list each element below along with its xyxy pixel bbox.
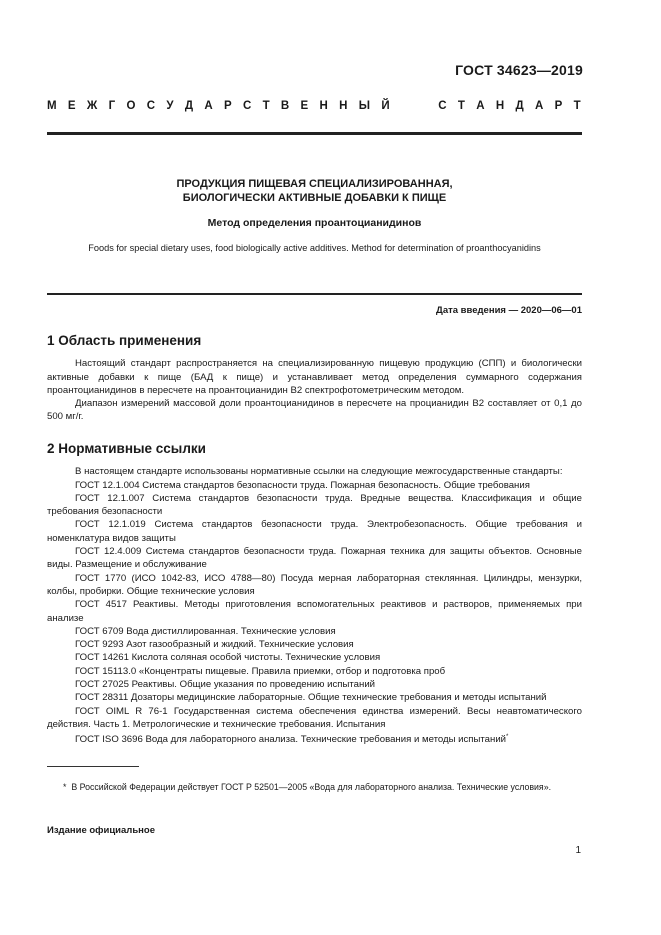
reference-item <box>47 691 582 704</box>
introduction-date: Дата введения — 2020—06—01 <box>436 305 582 316</box>
reference-item <box>47 572 582 599</box>
reference-text: ГОСТ 12.1.007 Система стандартов безопасности труда. Вредные вещества. Классификация и общие требования безопасности <box>47 492 582 518</box>
reference-text: ГОСТ 9293 Азот газообразный и жидкий. Технические условия <box>75 639 354 651</box>
reference-text: ГОСТ 12.1.004 Система стандартов безопасности труда. Пожарная безопасность. Общие требования <box>75 479 530 491</box>
section-2 <box>47 442 582 747</box>
header-rule <box>47 132 582 135</box>
method-title: Метод определения проантоцианидинов <box>207 217 422 229</box>
heading-letter: Н <box>319 100 328 112</box>
reference-item <box>47 479 582 492</box>
heading-letter: Д <box>515 100 524 112</box>
english-title: Foods for special dietary uses, food biologically active additives. Method for determination of proanthocyanidins <box>88 243 541 253</box>
section-2-intro: В настоящем стандарте использованы нормативные ссылки на следующие межгосударственные стандарты: <box>75 466 563 478</box>
interstate-standard-heading <box>47 100 581 112</box>
heading-letter: С <box>438 100 447 112</box>
gost-code: ГОСТ 34623—2019 <box>455 62 583 78</box>
heading-letter: Д <box>184 100 194 112</box>
reference-item <box>47 638 582 651</box>
title-rule <box>47 293 582 295</box>
heading-letter: Р <box>554 100 563 112</box>
reference-text: ГОСТ 27025 Реактивы. Общие указания по проведению испытаний <box>75 679 376 691</box>
reference-text: ГОСТ 12.1.019 Система стандартов безопасности труда. Электробезопасность. Общие требования и номенклатура видов защиты <box>47 519 582 544</box>
reference-text: ГОСТ ISO 3696 Вода для лабораторного анализа. Технические требования и методы испытаний <box>75 734 507 746</box>
footnote-reference-mark: * <box>506 734 509 741</box>
footnote-mark: * <box>63 782 67 792</box>
heading-letter: Т <box>457 100 465 112</box>
reference-item <box>47 625 582 638</box>
reference-text: ГОСТ 6709 Вода дистиллированная. Технические условия <box>75 625 336 637</box>
heading-letter: А <box>204 100 213 112</box>
heading-letter: Е <box>67 100 76 112</box>
reference-item <box>47 598 582 625</box>
section-1-paragraph: Настоящий стандарт распространяется на специализированную пищевую продукцию (СПП) и биологически активные добавки к пище (БАД к пище) и устанавливает метод определения суммарного содержания проантоцианидинов в пересчете на проантоцианидин В2 спектрофотометрическим методом. <box>47 358 582 396</box>
reference-item <box>47 518 582 545</box>
reference-text: ГОСТ 15113.0 «Концентраты пищевые. Правила приемки, отбор и подготовка проб <box>75 665 446 677</box>
footnote-text: В Российской Федерации действует ГОСТ Р 52501—2005 «Вода для лабораторного анализа. Технические условия». <box>71 782 552 792</box>
heading-letter: В <box>280 100 290 112</box>
section-1 <box>47 334 582 424</box>
heading-letter: Н <box>495 100 505 112</box>
heading-letter: О <box>126 100 136 112</box>
reference-text: ГОСТ 1770 (ИСО 1042-83, ИСО 4788—80) Посуда мерная лабораторная стеклянная. Цилиндры, мензурки, колбы, пробирки. Общие технические условия <box>47 572 582 597</box>
reference-item <box>47 492 582 519</box>
heading-letter: Ы <box>358 100 371 112</box>
heading-letter: У <box>166 100 174 112</box>
page-number: 1 <box>575 845 581 856</box>
heading-letter: А <box>534 100 544 112</box>
heading-letter: Г <box>108 100 116 112</box>
heading-letter: Т <box>262 100 270 112</box>
reference-item <box>47 545 582 572</box>
reference-item <box>47 665 582 678</box>
title-line-2: БИОЛОГИЧЕСКИ АКТИВНЫЕ ДОБАВКИ К ПИЩЕ <box>182 192 447 204</box>
reference-item <box>47 651 582 664</box>
reference-item <box>47 705 582 732</box>
heading-letter: Т <box>573 100 581 112</box>
official-edition-label: Издание официальное <box>47 825 155 836</box>
heading-letter: Ж <box>86 100 98 112</box>
heading-letter: Н <box>339 100 348 112</box>
reference-text: ГОСТ 12.4.009 Система стандартов безопасности труда. Пожарная техника для защиты объектов. Основные виды. Размещение и обслуживание <box>47 546 582 571</box>
reference-item <box>47 678 582 691</box>
heading-letter: Й <box>381 100 390 112</box>
references-list <box>47 479 582 747</box>
section-1-paragraph: Диапазон измерений массовой доли проантоцианидинов в пересчете на процианидин В2 составляет от 0,1 до 500 мг/г. <box>47 398 582 423</box>
heading-letter: Р <box>223 100 232 112</box>
word-gap <box>401 100 427 112</box>
heading-letter: А <box>476 100 485 112</box>
document-title <box>47 177 582 205</box>
section-2-heading: 2 Нормативные ссылки <box>47 441 206 456</box>
footnote-rule <box>47 766 139 767</box>
reference-text: ГОСТ 4517 Реактивы. Методы приготовления вспомогательных реактивов и растворов, применяемых при анализе <box>47 599 582 624</box>
reference-text: ГОСТ 14261 Кислота соляная особой чистоты. Технические условия <box>75 652 381 664</box>
heading-letter: Е <box>300 100 309 112</box>
section-1-heading: 1 Область применения <box>47 333 202 348</box>
title-line-1: ПРОДУКЦИЯ ПИЩЕВАЯ СПЕЦИАЛИЗИРОВАННАЯ, <box>176 178 453 190</box>
reference-text: ГОСТ OIML R 76-1 Государственная система обеспечения единства измерений. Весы неавтоматического действия. Часть 1. Метрологические и технические требования. Испытания <box>47 705 582 730</box>
footnote <box>47 781 582 794</box>
heading-letter: С <box>146 100 156 112</box>
reference-item <box>47 731 582 746</box>
heading-letter: М <box>47 100 57 112</box>
reference-text: ГОСТ 28311 Дозаторы медицинские лабораторные. Общие технические требования и методы испытаний <box>75 692 547 704</box>
heading-letter: С <box>242 100 252 112</box>
